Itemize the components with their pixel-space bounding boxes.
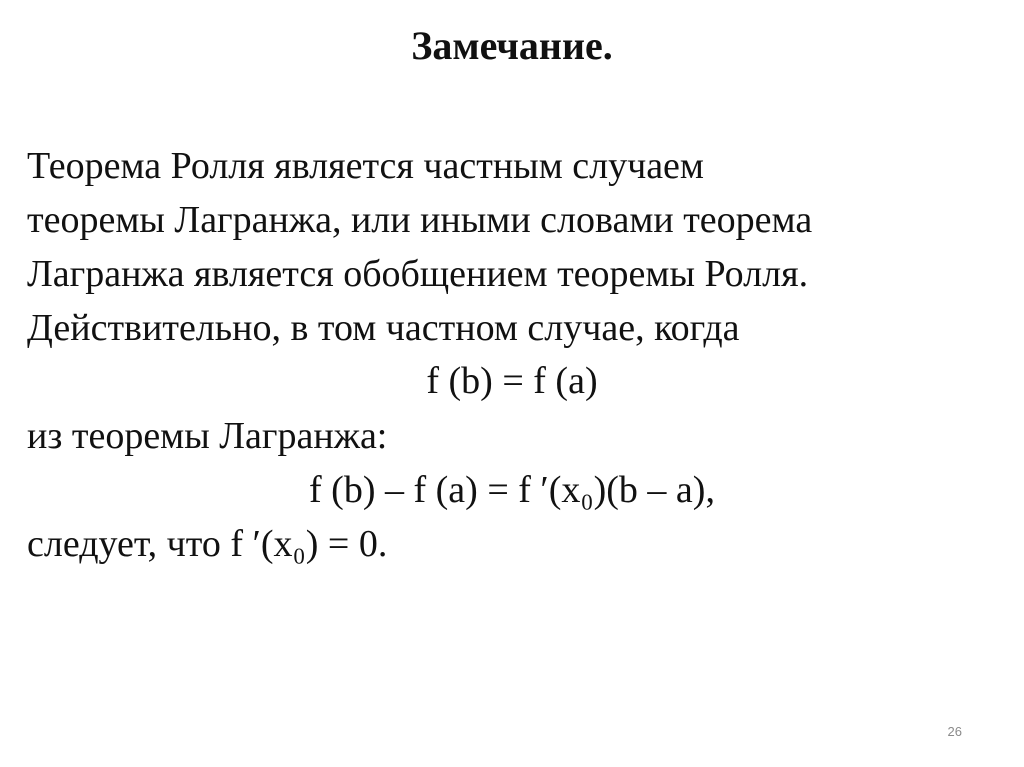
paragraph-line-3: Лагранжа является обобщением теоремы Ролля. — [27, 253, 809, 295]
formula-equal-values: f (b) = f (a) — [426, 360, 598, 402]
paragraph-line-4: Действительно, в том частном случае, когда — [27, 307, 740, 349]
formula-lagrange: f (b) – f (a) = f ′(x₀)(b – a), — [309, 469, 715, 511]
paragraph-line-2: теоремы Лагранжа, или иными словами теорема — [27, 199, 813, 241]
slide-title: Замечание. — [411, 23, 613, 68]
paragraph-line-1: Теорема Ролля является частным случаем — [27, 145, 704, 187]
lagrange-intro-line: из теоремы Лагранжа: — [27, 415, 388, 457]
conclusion-line: следует, что f ′(x₀) = 0. — [27, 523, 388, 565]
page-number: 26 — [947, 724, 962, 739]
